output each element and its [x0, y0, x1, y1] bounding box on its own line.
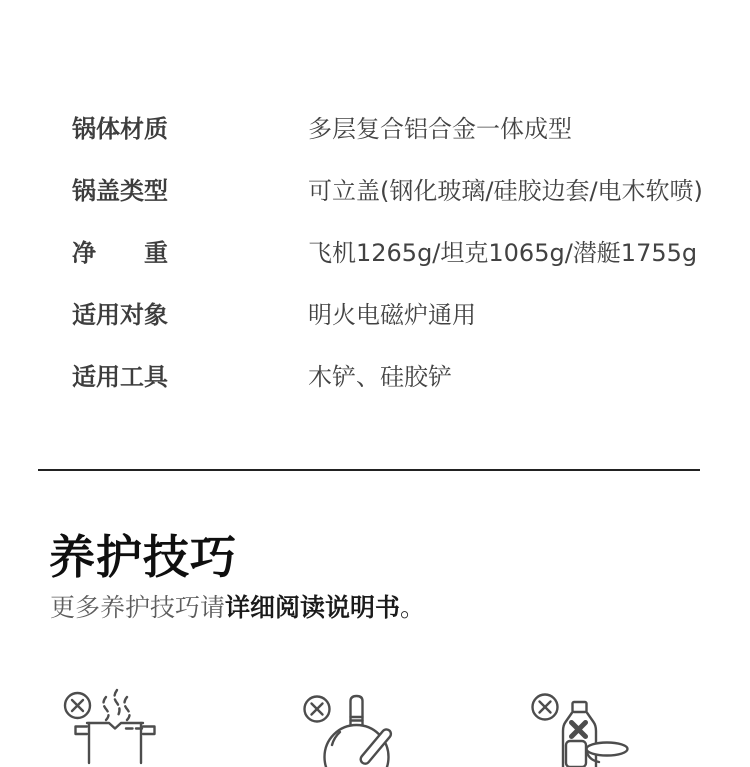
- no-metal-utensil-in-pan-icon: [295, 687, 415, 767]
- spec-row-net-weight: [72, 241, 703, 265]
- spec-value: 飞机1265g/坦克1065g/潜艇1755g: [308, 239, 698, 267]
- no-harsh-detergent-icon: [525, 687, 635, 767]
- spec-row-material: [72, 117, 703, 141]
- spec-value: 可立盖(钢化玻璃/硅胶边套/电木软喷): [308, 177, 703, 205]
- spec-value: 明火电磁炉通用: [308, 301, 476, 329]
- spec-row-applicable-tools: [72, 365, 703, 389]
- care-section-subtitle: [50, 592, 425, 624]
- spec-label: 适用工具: [72, 363, 168, 391]
- spec-value: 木铲、硅胶铲: [308, 363, 452, 391]
- subtitle-prefix: 更多养护技巧请: [50, 593, 226, 622]
- no-dry-burning-pot-icon: [60, 687, 170, 767]
- spec-row-applicable-stove: [72, 303, 703, 327]
- spec-label: 净重: [72, 239, 168, 267]
- spec-row-lid-type: [72, 179, 703, 203]
- spec-label: 适用对象: [72, 301, 168, 329]
- subtitle-emphasis: 详细阅读说明书: [225, 593, 401, 622]
- spec-label: 锅体材质: [72, 115, 168, 143]
- subtitle-suffix: 。: [400, 593, 426, 622]
- section-divider: [38, 469, 700, 471]
- spec-value: 多层复合铝合金一体成型: [308, 115, 572, 143]
- spec-table: [72, 117, 703, 427]
- care-section-title: 养护技巧: [49, 530, 237, 584]
- spec-label: 锅盖类型: [72, 177, 168, 205]
